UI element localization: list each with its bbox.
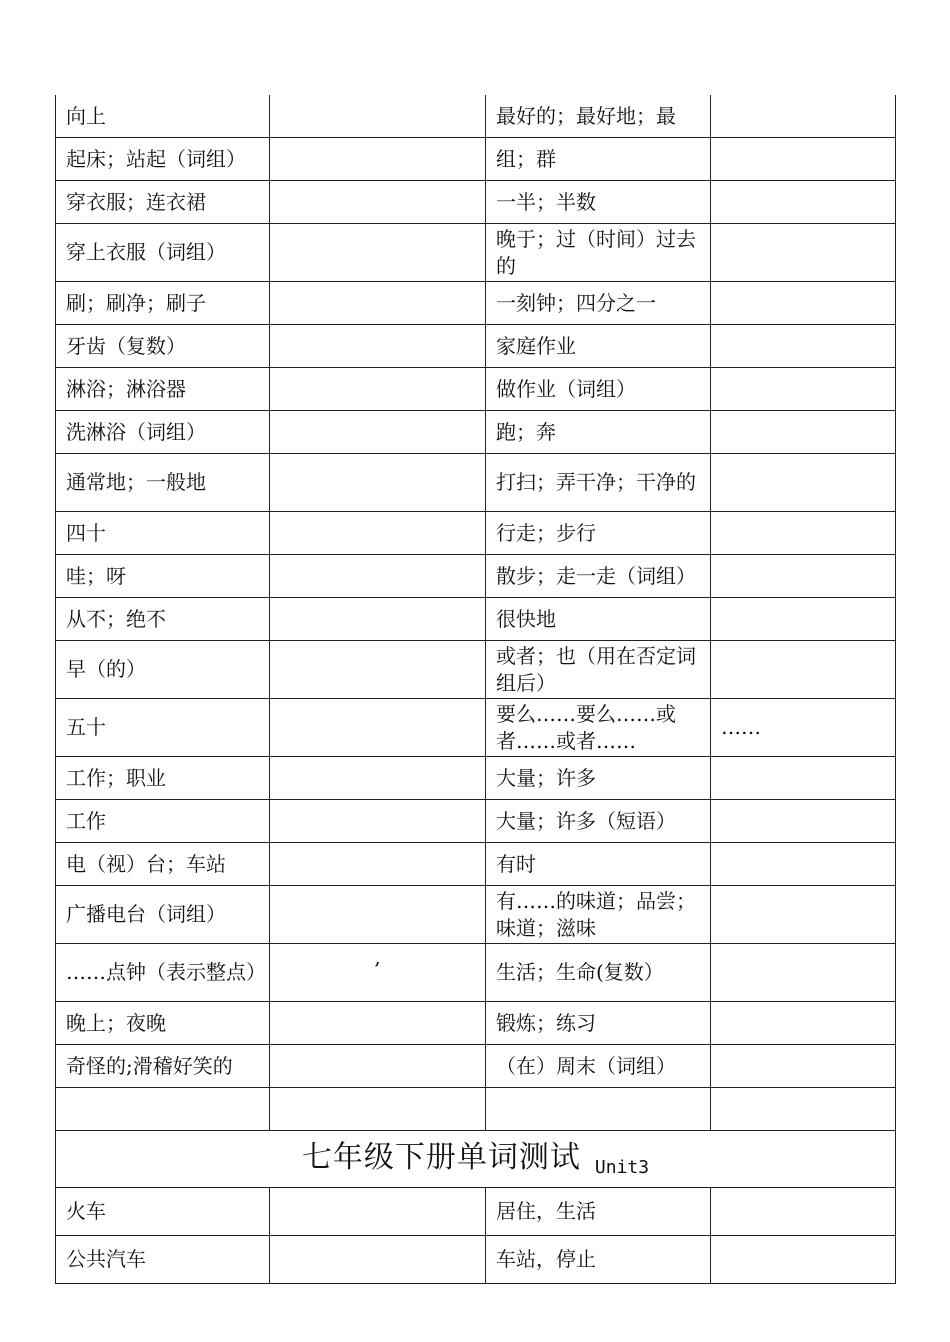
section-header-body (56, 1131, 896, 1188)
vocab-table (55, 95, 896, 1284)
answer-cell-right[interactable] (711, 454, 896, 512)
chinese-prompt-left: 五十 (56, 699, 270, 757)
vocabulary-worksheet (55, 95, 895, 1284)
table-row (56, 1002, 896, 1045)
table-row (56, 95, 896, 138)
chinese-prompt-left: 淋浴；淋浴器 (56, 368, 270, 411)
answer-cell-left[interactable] (270, 800, 486, 843)
table-row (56, 1045, 896, 1088)
section-title: 七年级下册单词测试 (301, 1139, 581, 1175)
chinese-prompt-left: 电（视）台；车站 (56, 843, 270, 886)
chinese-prompt-right (486, 1088, 711, 1131)
table-row (56, 699, 896, 757)
chinese-prompt-right: 或者；也（用在否定词组后） (486, 641, 711, 699)
answer-cell-left[interactable] (270, 138, 486, 181)
answer-cell-left[interactable] (270, 555, 486, 598)
answer-cell-right[interactable]: …… (711, 699, 896, 757)
answer-cell-right[interactable] (711, 282, 896, 325)
chinese-prompt-left: ……点钟（表示整点） (56, 944, 270, 1002)
answer-cell-left[interactable] (270, 699, 486, 757)
table-row (56, 800, 896, 843)
chinese-prompt-left: 穿上衣服（词组） (56, 224, 270, 282)
answer-cell-right[interactable] (711, 1188, 896, 1236)
answer-cell-left[interactable] (270, 181, 486, 224)
table-row (56, 1088, 896, 1131)
answer-cell-left[interactable] (270, 411, 486, 454)
chinese-prompt-left: 洗淋浴（词组） (56, 411, 270, 454)
chinese-prompt-left: 晚上；夜晚 (56, 1002, 270, 1045)
answer-cell-right[interactable] (711, 843, 896, 886)
table-row (56, 224, 896, 282)
chinese-prompt-right: 要么……要么……或者……或者…… (486, 699, 711, 757)
answer-cell-right[interactable] (711, 95, 896, 138)
chinese-prompt-right: 居住，生活 (486, 1188, 711, 1236)
table-row (56, 368, 896, 411)
answer-cell-left[interactable] (270, 95, 486, 138)
chinese-prompt-right: 大量；许多（短语） (486, 800, 711, 843)
chinese-prompt-right: 有……的味道；品尝；味道；滋味 (486, 886, 711, 944)
answer-cell-right[interactable] (711, 800, 896, 843)
table-row (56, 598, 896, 641)
answer-cell-left[interactable] (270, 757, 486, 800)
answer-cell-right[interactable] (711, 886, 896, 944)
answer-cell-right[interactable] (711, 325, 896, 368)
answer-cell-right[interactable] (711, 411, 896, 454)
table-row (56, 886, 896, 944)
chinese-prompt-left: 通常地；一般地 (56, 454, 270, 512)
chinese-prompt-right: 一刻钟；四分之一 (486, 282, 711, 325)
chinese-prompt-right: 有时 (486, 843, 711, 886)
chinese-prompt-right: 家庭作业 (486, 325, 711, 368)
answer-cell-left[interactable] (270, 598, 486, 641)
unit-label: Unit3 (594, 1156, 650, 1178)
answer-cell-left[interactable] (270, 1088, 486, 1131)
table-row (56, 757, 896, 800)
answer-cell-left[interactable] (270, 1002, 486, 1045)
answer-cell-right[interactable] (711, 1236, 896, 1284)
answer-cell-left[interactable] (270, 368, 486, 411)
table-row (56, 1188, 896, 1236)
answer-cell-left[interactable] (270, 512, 486, 555)
chinese-prompt-right: 最好的；最好地；最 (486, 95, 711, 138)
table-row (56, 512, 896, 555)
table-row (56, 325, 896, 368)
table-row (56, 454, 896, 512)
chinese-prompt-right: 一半；半数 (486, 181, 711, 224)
chinese-prompt-left: 广播电台（词组） (56, 886, 270, 944)
answer-cell-right[interactable] (711, 1045, 896, 1088)
chinese-prompt-left: 火车 (56, 1188, 270, 1236)
chinese-prompt-right: 很快地 (486, 598, 711, 641)
chinese-prompt-right: 行走；步行 (486, 512, 711, 555)
table-row (56, 555, 896, 598)
answer-cell-right[interactable] (711, 944, 896, 1002)
answer-cell-left[interactable] (270, 843, 486, 886)
chinese-prompt-left: 工作 (56, 800, 270, 843)
chinese-prompt-right: 打扫；弄干净；干净的 (486, 454, 711, 512)
unit3-table-body (56, 1188, 896, 1284)
answer-cell-left[interactable]: , (270, 944, 486, 1002)
answer-cell-right[interactable] (711, 181, 896, 224)
answer-cell-left[interactable] (270, 325, 486, 368)
chinese-prompt-right: 车站，停止 (486, 1236, 711, 1284)
chinese-prompt-right: 晚于；过（时间）过去的 (486, 224, 711, 282)
answer-cell-left[interactable] (270, 282, 486, 325)
chinese-prompt-left: 起床；站起（词组） (56, 138, 270, 181)
chinese-prompt-left (56, 1088, 270, 1131)
answer-cell-left[interactable] (270, 1236, 486, 1284)
table-row (56, 138, 896, 181)
chinese-prompt-left: 奇怪的;滑稽好笑的 (56, 1045, 270, 1088)
table-row (56, 641, 896, 699)
table-row (56, 282, 896, 325)
chinese-prompt-right: （在）周末（词组） (486, 1045, 711, 1088)
chinese-prompt-left: 向上 (56, 95, 270, 138)
chinese-prompt-left: 工作；职业 (56, 757, 270, 800)
chinese-prompt-left: 牙齿（复数） (56, 325, 270, 368)
answer-cell-right[interactable] (711, 224, 896, 282)
answer-cell-left[interactable] (270, 1188, 486, 1236)
vocab-table-body (56, 95, 896, 1131)
answer-cell-left[interactable] (270, 1045, 486, 1088)
chinese-prompt-right: 锻炼；练习 (486, 1002, 711, 1045)
chinese-prompt-left: 穿衣服；连衣裙 (56, 181, 270, 224)
table-row (56, 1236, 896, 1284)
chinese-prompt-left: 刷；刷净；刷子 (56, 282, 270, 325)
answer-cell-right[interactable] (711, 641, 896, 699)
answer-cell-right[interactable] (711, 138, 896, 181)
answer-cell-right[interactable] (711, 555, 896, 598)
chinese-prompt-right: 组；群 (486, 138, 711, 181)
chinese-prompt-left: 早（的） (56, 641, 270, 699)
table-row (56, 944, 896, 1002)
table-row (56, 843, 896, 886)
answer-cell-right[interactable] (711, 1002, 896, 1045)
chinese-prompt-right: 大量；许多 (486, 757, 711, 800)
chinese-prompt-left: 哇；呀 (56, 555, 270, 598)
answer-cell-left[interactable] (270, 886, 486, 944)
answer-cell-right[interactable] (711, 368, 896, 411)
chinese-prompt-left: 从不；绝不 (56, 598, 270, 641)
chinese-prompt-right: 跑；奔 (486, 411, 711, 454)
chinese-prompt-right: 做作业（词组） (486, 368, 711, 411)
section-title-cell (56, 1131, 896, 1188)
answer-cell-right[interactable] (711, 598, 896, 641)
answer-cell-right[interactable] (711, 757, 896, 800)
chinese-prompt-left: 公共汽车 (56, 1236, 270, 1284)
table-row (56, 181, 896, 224)
answer-cell-right[interactable] (711, 1088, 896, 1131)
answer-cell-right[interactable] (711, 512, 896, 555)
answer-cell-left[interactable] (270, 641, 486, 699)
chinese-prompt-right: 散步；走一走（词组） (486, 555, 711, 598)
chinese-prompt-right: 生活；生命(复数） (486, 944, 711, 1002)
table-row (56, 411, 896, 454)
answer-cell-left[interactable] (270, 454, 486, 512)
answer-cell-left[interactable] (270, 224, 486, 282)
chinese-prompt-left: 四十 (56, 512, 270, 555)
